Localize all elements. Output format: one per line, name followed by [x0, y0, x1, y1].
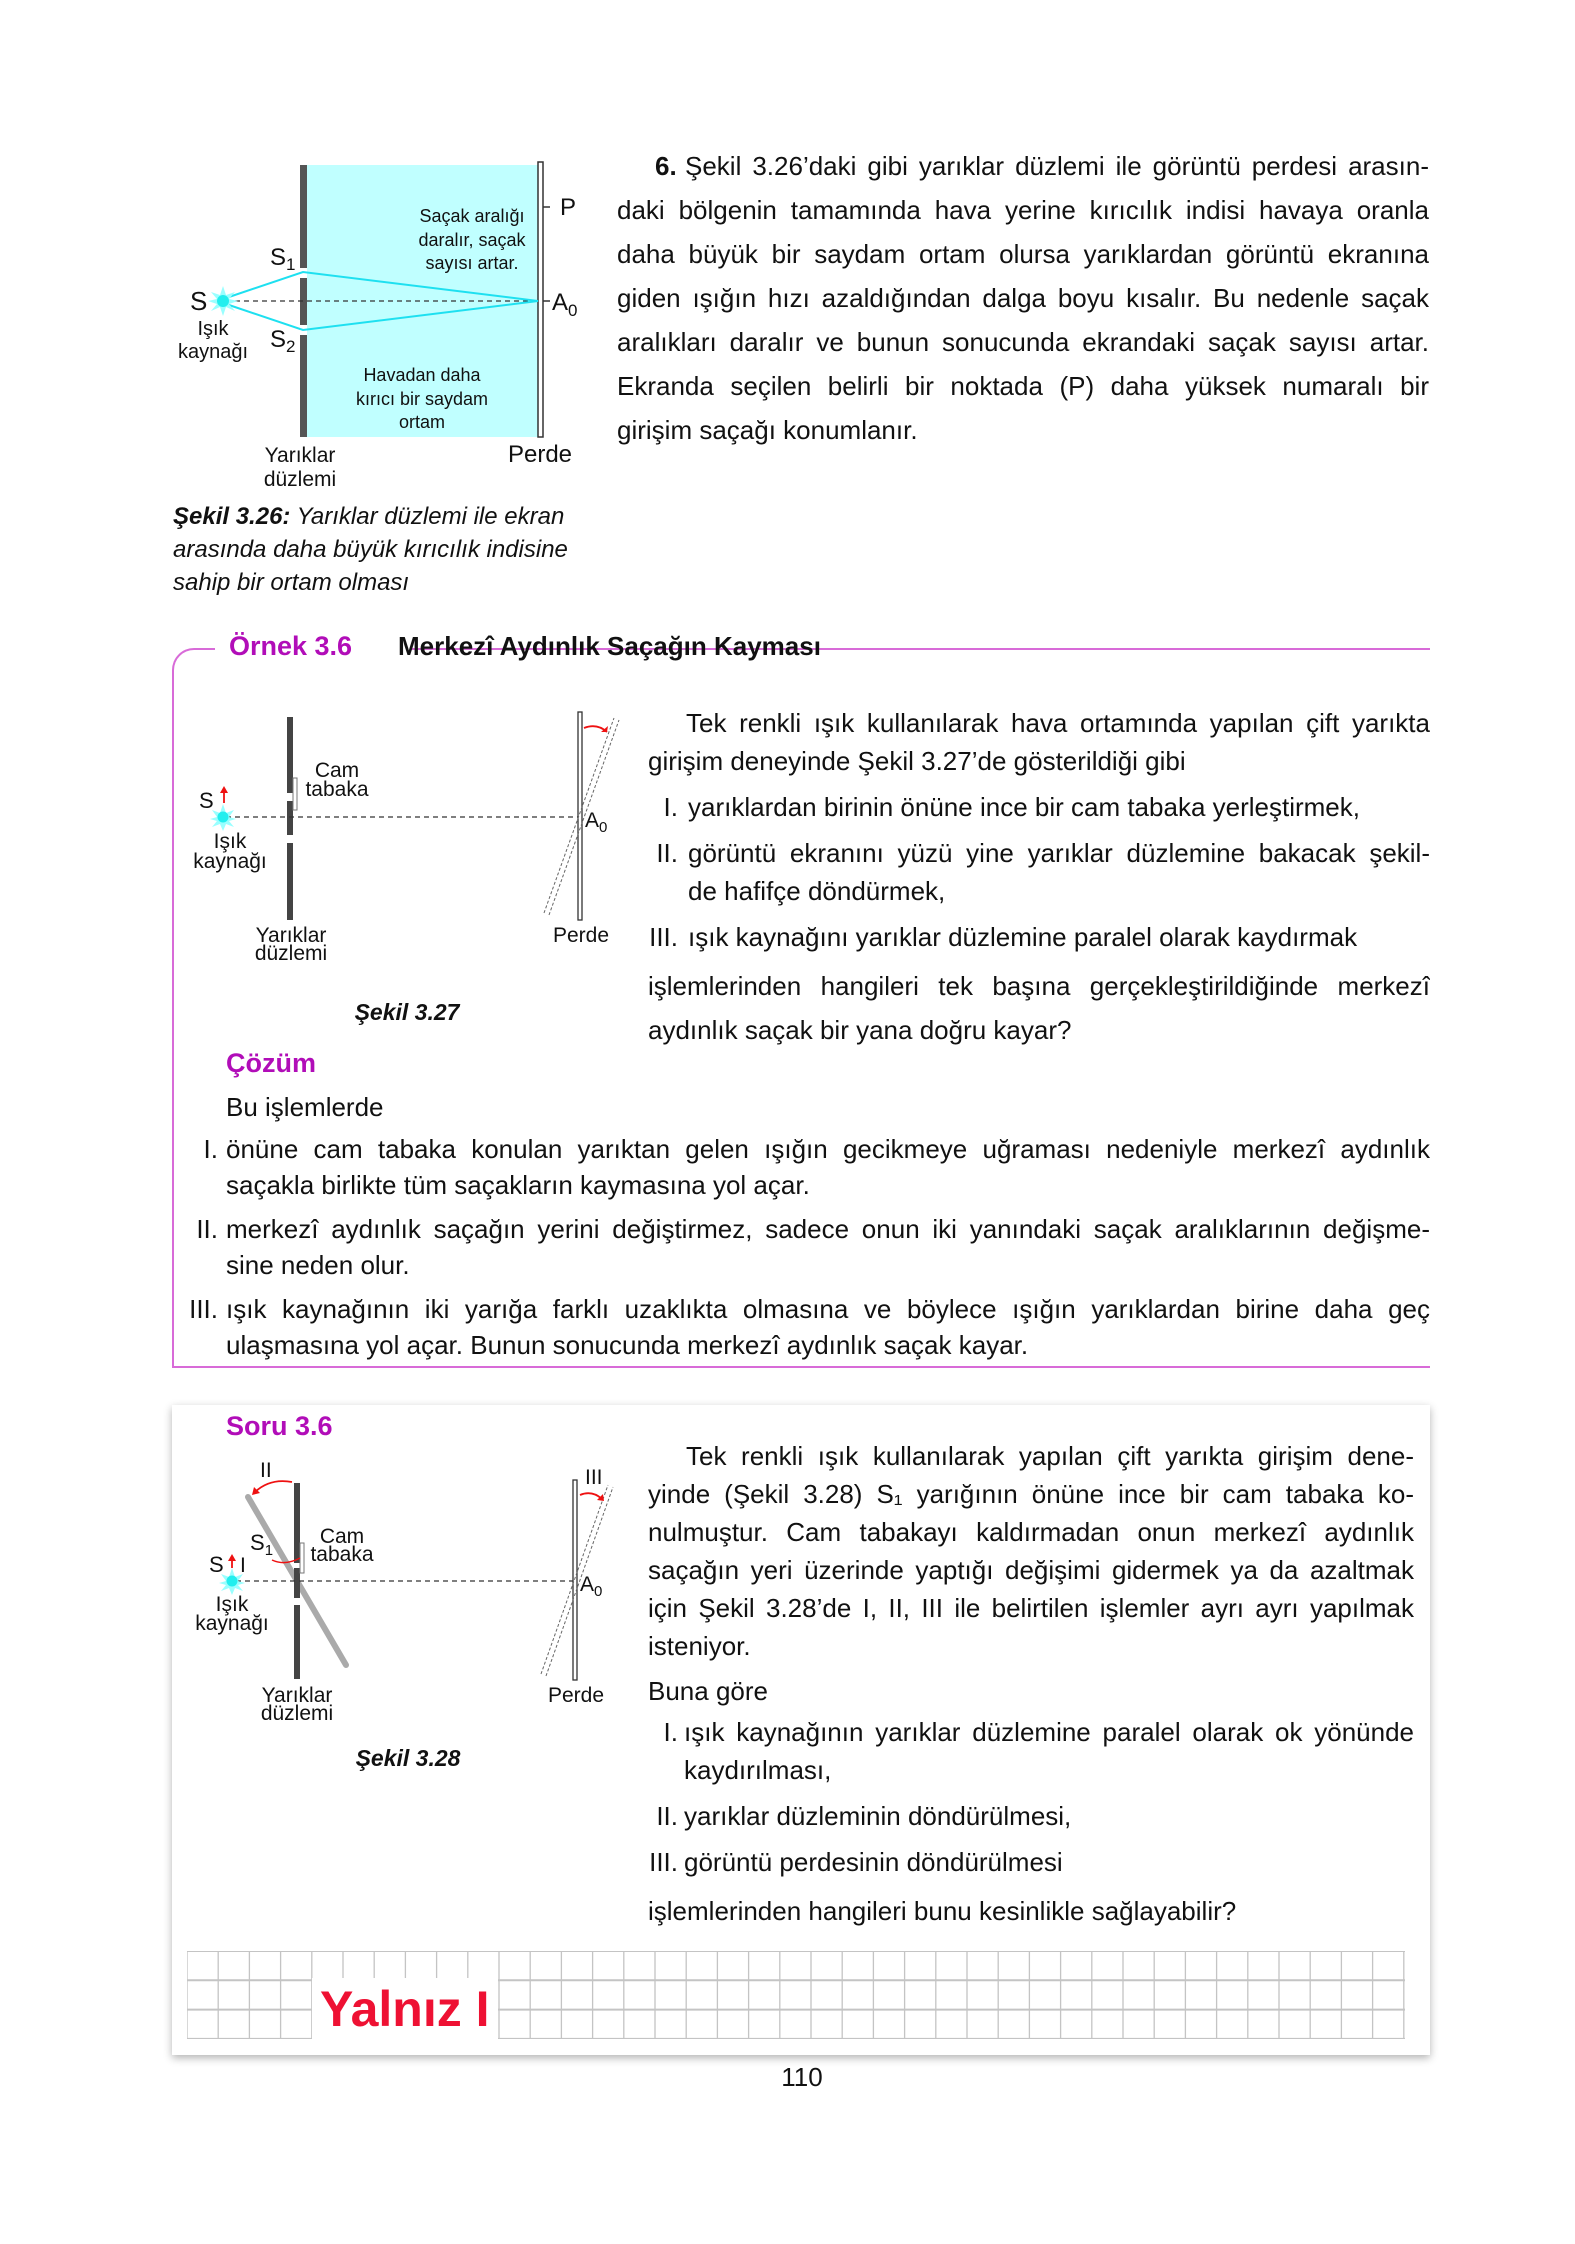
note-text: Havadan daha — [363, 365, 481, 385]
text-line: isteniyor. — [648, 1631, 751, 1661]
solution-intro: Bu işlemlerde — [226, 1092, 384, 1122]
list-number: I. — [663, 1717, 678, 1747]
figure-caption: Şekil 3.27 — [354, 999, 460, 1025]
caption-text: sahip bir ortam olması — [173, 569, 410, 596]
label-screen: Perde — [552, 924, 610, 947]
text-line: Ekranda seçilen belirli bir noktada (P) daha yüksek numaralı bir — [617, 371, 1429, 401]
text-line: ışık kaynağının iki yarığa farklı uzaklıkta olmasına ve böylece ışığın yarıklardan birine daha geç — [226, 1294, 1430, 1324]
list-item — [648, 1713, 1414, 1789]
text-line: aydınlık saçak bir yana doğru kayar? — [648, 1015, 1072, 1045]
example-intro — [648, 704, 1430, 780]
label-slits: Yarıklar — [255, 924, 327, 947]
list-item — [648, 1843, 1414, 1881]
glass-plate — [293, 778, 297, 810]
label-slits: Yarıklar — [261, 1684, 333, 1707]
text-line: Tek renkli ışık kullanılarak hava ortamında yapılan çift yarıkta — [686, 708, 1430, 738]
text-line: ışık kaynağının yarıklar düzlemine paralel olarak ok yönünde — [684, 1717, 1414, 1747]
example-label: Örnek 3.6 — [229, 631, 353, 661]
label-slits: düzlemi — [260, 1702, 334, 1725]
solution-items — [186, 1131, 1430, 1371]
text-line: görüntü ekranını yüzü yine yarıklar düzlemine bakacak şekil- — [688, 838, 1430, 868]
label-s1: $S_1$ — [270, 244, 296, 274]
caption-label: Şekil 3.26: — [173, 503, 291, 530]
list-number: III. — [189, 1294, 218, 1324]
text-line: kaydırılması, — [684, 1755, 832, 1785]
label-screen: Perde — [547, 1684, 605, 1707]
rotation-arrow-icon — [255, 1481, 292, 1492]
label-screen: Perde — [507, 441, 573, 468]
page-number: 110 — [781, 2062, 823, 2092]
label-source: kaynağı — [177, 341, 249, 363]
text-line: nulmuştur. Cam tabakayı kaldırmadan onun merkezî aydınlık — [648, 1517, 1414, 1547]
question-text — [648, 1437, 1414, 1933]
list-number: III. — [649, 1847, 678, 1877]
buna-gore-text: Buna göre — [648, 1676, 768, 1706]
text-line: Tek renkli ışık kullanılarak yapılan çift yarıkta girişim dene- — [686, 1441, 1414, 1471]
list-item — [648, 918, 1430, 956]
solution-label: Çözüm — [226, 1048, 316, 1078]
list-item — [648, 834, 1430, 910]
caption-text: arasında daha büyük kırıcılık indisine — [173, 536, 568, 563]
rotation-arrow-icon — [580, 1493, 602, 1499]
list-number: II. — [196, 1214, 218, 1244]
note-text: kırıcı bir saydam — [355, 389, 489, 409]
label-glass: Cam — [314, 759, 360, 782]
light-source-icon — [210, 804, 236, 831]
text-line: saçağın yeri üzerinde yaptığı değişimi gidermek ya da azaltmak — [648, 1555, 1414, 1585]
label-source: kaynağı — [193, 850, 267, 873]
example-items — [648, 788, 1430, 956]
text-line: görüntü perdesinin döndürülmesi — [684, 1847, 1063, 1877]
note-text: sayısı artar. — [425, 253, 519, 273]
list-item — [186, 1211, 1430, 1283]
label-s: S — [209, 1552, 224, 1577]
text-line: yarıklardan birinin önüne ince bir cam tabaka yerleştirmek, — [688, 792, 1360, 822]
question-label: Soru 3.6 — [226, 1411, 333, 1441]
list-item — [186, 1291, 1430, 1363]
shift-arrow-icon — [220, 786, 228, 803]
list-item — [648, 1797, 1414, 1835]
text-line: sine neden olur. — [226, 1250, 410, 1280]
shift-arrow-icon — [228, 1554, 236, 1568]
question-items — [648, 1713, 1414, 1881]
label-s: S — [199, 788, 214, 813]
text-line: aralıkları daralır ve bunun sonucunda ekrandaki saçak sayısı artar. — [617, 327, 1429, 357]
question-number: 6. — [655, 151, 677, 181]
text-line: yinde (Şekil 3.28) S₁ yarığının önüne ince bir cam tabaka ko- — [648, 1479, 1414, 1509]
list-number: I. — [663, 792, 678, 822]
example-question — [648, 704, 1430, 1052]
text-line: için Şekil 3.28’de I, II, III ile belirtilen işlemler ayrı ayrı yapılmak — [648, 1593, 1414, 1623]
text-line: girişim deneyinde Şekil 3.27’de gösterildiği gibi — [648, 746, 1186, 776]
label-i: I — [240, 1554, 246, 1577]
label-s: S — [190, 286, 208, 316]
note-text: Saçak aralığı — [419, 206, 525, 226]
label-source: Işık — [213, 830, 247, 853]
example-question-text — [648, 964, 1430, 1052]
figure-3-28 — [170, 1400, 640, 1780]
label-a0: $A_0$ — [580, 1573, 603, 1600]
label-slits: Yarıklar — [264, 444, 336, 467]
example-title: Merkezî Aydınlık Saçağın Kayması — [398, 631, 821, 661]
caption-text: Yarıklar düzlemi ile ekran — [290, 503, 565, 530]
text-line: saçakla birlikte tüm saçakların kaymasına yol açar. — [226, 1170, 810, 1200]
text-line: daki bölgenin tamamında hava yerine kırıcılık indisi havaya oranla — [617, 195, 1429, 225]
label-source: kaynağı — [195, 1612, 269, 1635]
question-6-text — [617, 144, 1429, 452]
label-s1: $S_1$ — [250, 1530, 274, 1559]
list-item — [186, 1131, 1430, 1203]
slit-plane — [287, 717, 293, 920]
screen — [573, 1480, 577, 1680]
text-line: daha büyük bir saydam ortam olursa yarıklardan görüntü ekranına — [617, 239, 1429, 269]
light-source-icon — [208, 286, 238, 316]
label-s2: $S_2$ — [270, 326, 296, 356]
label-iii: III — [585, 1466, 603, 1489]
label-slits: düzlemi — [254, 942, 328, 965]
figure-caption: Şekil 3.28 — [355, 1745, 461, 1771]
note-text: ortam — [398, 412, 446, 432]
text-line: Şekil 3.26’daki gibi yarıklar düzlemi ile görüntü perdesi arasın- — [685, 151, 1429, 181]
answer-text: Yalnız I — [312, 1978, 498, 2040]
text-line: önüne cam tabaka konulan yarıktan gelen ışığın gecikmeye uğraması nedeniyle merkezî aydınlık — [226, 1134, 1430, 1164]
text-line: ışık kaynağını yarıklar düzlemine paralel olarak kaydırmak — [688, 922, 1358, 952]
label-glass: tabaka — [305, 778, 369, 801]
text-line: de hafifçe döndürmek, — [688, 876, 946, 906]
text-line: ulaşmasına yol açar. Bunun sonucunda merkezî aydınlık saçak kayar. — [226, 1330, 1029, 1360]
label-slits: düzlemi — [263, 468, 337, 491]
label-glass: tabaka — [310, 1543, 374, 1566]
question-intro — [648, 1437, 1414, 1665]
figure-3-26 — [160, 140, 600, 500]
text-line: girişim saçağı konumlanır. — [617, 415, 918, 445]
screen — [538, 162, 543, 437]
list-number: II. — [656, 838, 678, 868]
figure-3-27 — [160, 620, 630, 1040]
label-source: Işık — [215, 1593, 249, 1616]
list-number: II. — [656, 1801, 678, 1831]
label-a0: $A_0$ — [552, 289, 578, 320]
list-number: I. — [203, 1134, 218, 1164]
figure-caption — [173, 500, 603, 599]
label-p: P — [560, 194, 577, 221]
label-glass: Cam — [319, 1525, 365, 1548]
note-text: daralır, saçak — [418, 230, 526, 250]
glass-plate — [300, 1543, 304, 1573]
text-line: giden ışığın hızı azaldığından dalga boyu kısalır. Bu nedenle saçak — [617, 283, 1429, 313]
label-source: Işık — [197, 318, 229, 340]
list-number: III. — [649, 922, 678, 952]
label-ii: II — [260, 1459, 272, 1482]
label-a0: $A_0$ — [585, 809, 608, 836]
text-line: merkezî aydınlık saçağın yerini değiştirmez, sadece onun iki yanındaki saçak aralıklarının değişme- — [226, 1214, 1430, 1244]
text-line: yarıklar düzleminin döndürülmesi, — [684, 1801, 1072, 1831]
list-item — [648, 788, 1430, 826]
question-prompt: işlemlerinden hangileri bunu kesinlikle sağlayabilir? — [648, 1896, 1237, 1926]
text-line: işlemlerinden hangileri tek başına gerçekleştirildiğinde merkezî — [648, 971, 1430, 1001]
